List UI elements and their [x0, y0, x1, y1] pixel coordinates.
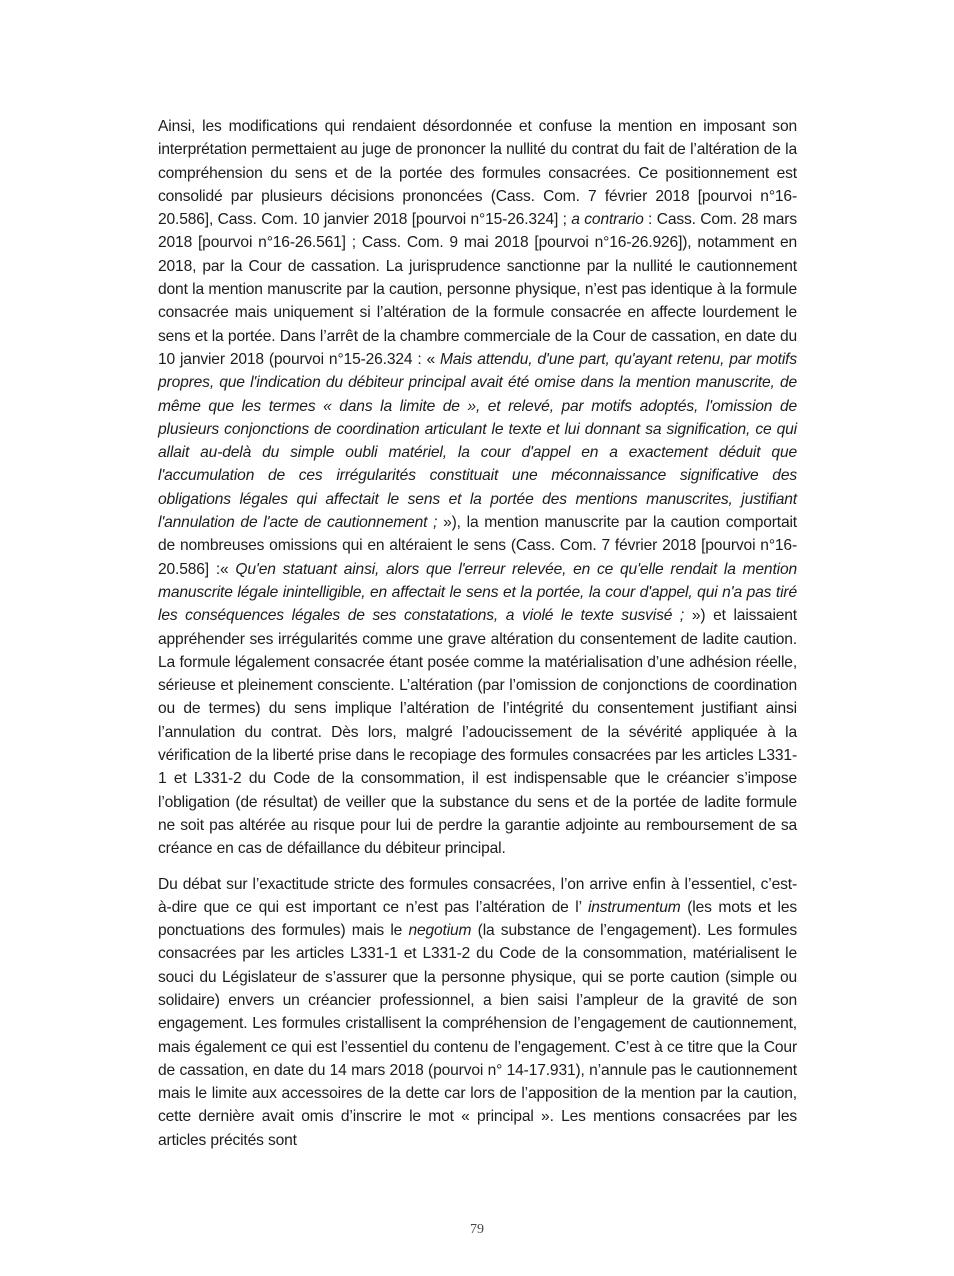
italic-quote-10-janvier-2018: Mais attendu, d'une part, qu'ayant retenu, par motifs propres, que l'indication du débiteur principal avait été omise dans la mention manuscrite, de même que les termes « dans la limite de », et relevé, par motifs adoptés, l'omission de plusieurs conjonctions de coordination articulant le texte et lui donnant sa signification, ce qui allait au-delà du simple oubli matériel, la cour d'appel en a exactement déduit que l'accumulation de ces irrégularités constituait une méconnaissance significative des obligations légales qui affectait le sens et la portée des mentions manuscrites, justifiant l'annulation de l'acte de cautionnement ;: [158, 350, 797, 532]
text-run: : Cass. Com. 28 mars 2018 [pourvoi n°16-26.561] ; Cass. Com. 9 mai 2018 [pourvoi n°16-26.926]), notamment en 2018, par la Cour de cassation. La jurisprudence sanctionne par la nullité le cautionnement dont la mention manuscrite par la caution, personne physique, n’est pas identique à la formule consacrée mais uniquement si l’altération de la formule consacrée en affecte lourdement le sens et la portée. Dans l’arrêt de la chambre commerciale de la Cour de cassation, en date du 10 janvier 2018 (pourvoi n°15-26.324 : «: [158, 211, 797, 368]
italic-instrumentum: instrumentum: [587, 898, 681, 916]
italic-quote-7-fevrier-2018: Qu'en statuant ainsi, alors que l'erreur relevée, en ce qu'elle rendait la mention manuscrite légale inintelligible, en affectait le sens et la portée, la cour d'appel, qui n'a pas tiré les conséquences légales de ses constatations, a violé le texte susvisé ;: [158, 560, 797, 625]
paragraph-jurisprudence-mention: [158, 115, 797, 861]
italic-negotium: negotium: [408, 922, 472, 940]
text-run: (la substance de l’engagement). Les formules consacrées par les articles L331-1 et L331-2 du Code de la consommation, matérialisent le souci du Législateur de s’assurer que la personne physique, qui se porte caution (simple ou solidaire) envers un créancier professionnel, a bien saisi l’ampleur de la gravité de son engagement. Les formules cristallisent la compréhension de l’engagement de cautionnement, mais également ce qui est l’essentiel du contenu de l’engagement. C’est à ce titre que la Cour de cassation, en date du 14 mars 2018 (pourvoi n° 14-17.931), n’annule pas le cautionnement mais le limite aux accessoires de la dette car lors de l’apposition de la mention par la caution, cette dernière avait omis d’inscrire le mot « principal ». Les mentions consacrées par les articles précités sont: [158, 922, 797, 1149]
text-run: »), la mention manuscrite par la caution comportait de nombreuses omissions qui en altéraient le sens (Cass. Com. 7 février 2018 [pourvoi n°16-20.586] :«: [158, 514, 797, 578]
text-run: ») et laissaient appréhender ses irrégularités comme une grave altération du consentement de ladite caution. La formule légalement consacrée étant posée comme la matérialisation d’une adhésion réelle, sérieuse et pleinement consciente. L’altération (par l’omission de conjonctions de coordination ou de termes) du sens implique l’altération de l’intégrité du consentement justifiant ainsi l’annulation du contrat. Dès lors, malgré l’adoucissement de la sévérité appliquée à la vérification de la liberté prise dans le recopiage des formules consacrées par les articles L331-1 et L331-2 du Code de la consommation, il est indispensable que le créancier s’impose l’obligation (de résultat) de veiller que la substance du sens et de la portée de ladite formule ne soit pas altérée au risque pour lui de perdre la garantie adjointe au remboursement de sa créance en cas de défaillance du débiteur principal.: [158, 607, 797, 858]
text-run: Du débat sur l’exactitude stricte des formules consacrées, l’on arrive enfin à l’essentiel, c’est-à-dire que ce qui est important ce n’est pas l’altération de l’: [158, 875, 797, 916]
italic-a-contrario: a contrario: [571, 211, 644, 229]
paragraph-instrumentum-negotium: [158, 873, 797, 1153]
page-body: [158, 115, 797, 1152]
text-run: Ainsi, les modifications qui rendaient désordonnée et confuse la mention en imposant son interprétation permettaient au juge de prononcer la nullité du contrat du fait de l’altération de la compréhension du sens et de la portée des formules consacrées. Ce positionnement est consolidé par plusieurs décisions prononcées (Cass. Com. 7 février 2018 [pourvoi n°16-20.586], Cass. Com. 10 janvier 2018 [pourvoi n°15-26.324] ;: [158, 118, 797, 229]
text-run: (les mots et les ponctuations des formules) mais le: [158, 898, 797, 940]
page-number: 79: [470, 1222, 484, 1237]
